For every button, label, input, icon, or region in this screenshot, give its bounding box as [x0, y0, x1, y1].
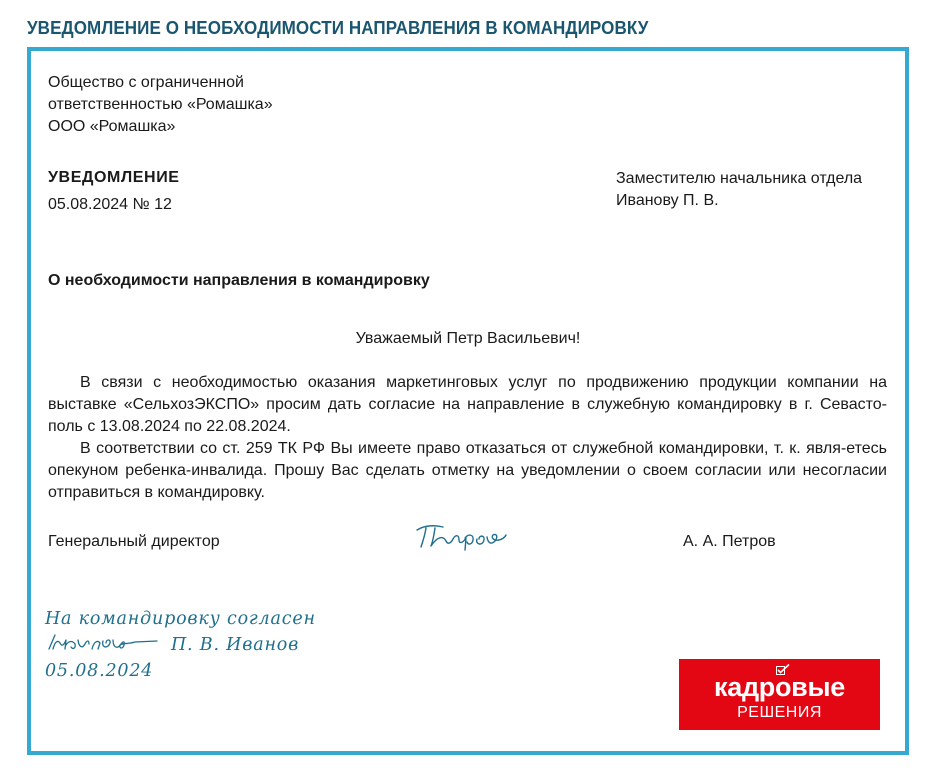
notice-date-number: 05.08.2024 № 12: [48, 196, 172, 213]
organization-short-name: ООО «Ромашка»: [48, 118, 176, 135]
organization-line: Общество с ограниченной: [48, 74, 244, 91]
logo-text-secondary: РЕШЕНИЯ: [737, 704, 822, 721]
page-heading: УВЕДОМЛЕНИЕ О НЕОБХОДИМОСТИ НАПРАВЛЕНИЯ В КОМАНДИРОВКУ: [27, 17, 649, 38]
document-body: [31, 51, 905, 751]
director-signature-image: [413, 519, 509, 560]
signatory-position: Генеральный директор: [48, 533, 220, 550]
employee-name: П. В. Иванов: [171, 635, 300, 655]
notice-title: УВЕДОМЛЕНИЕ: [48, 169, 180, 186]
document-frame: [27, 47, 909, 755]
body-paragraph: В связи с необходимостью оказания маркетинговых услуг по продвижению продукции компании на выставке «СельхозЭКСПО» просим дать согласие на направление в служебную командировку в г. Севасто-поль с 13.08.2024 по 22.08.2024.: [48, 374, 887, 435]
recipient-name: Иванову П. В.: [616, 192, 719, 209]
consent-date: 05.08.2024: [45, 661, 154, 681]
notice-subject: О необходимости направления в командировку: [48, 272, 430, 289]
consent-text: На командировку согласен: [45, 609, 316, 629]
employee-signature-line: [45, 631, 316, 660]
recipient-position: Заместителю начальника отдела: [616, 170, 863, 187]
employee-signature-image: [45, 631, 161, 660]
body-paragraph: В соответствии со ст. 259 ТК РФ Вы имеете право отказаться от служебной командировки, т. к. явля-етесь опекуном ребенка-инвалида. Прошу Вас сделать отметку на уведомлении о своем согласии или несогласии отправиться в командировку.: [48, 440, 887, 501]
organization-line: ответственностью «Ромашка»: [48, 96, 273, 113]
salutation: Уважаемый Петр Васильевич!: [355, 330, 581, 347]
employee-consent-note: [45, 608, 316, 683]
kadrovye-resheniya-logo: [679, 659, 880, 730]
signatory-name: А. А. Петров: [683, 533, 776, 550]
notice-text: [48, 372, 887, 504]
recipient-block: [616, 168, 862, 212]
organization-block: [48, 72, 273, 138]
logo-text-primary: кадровые: [714, 672, 845, 702]
